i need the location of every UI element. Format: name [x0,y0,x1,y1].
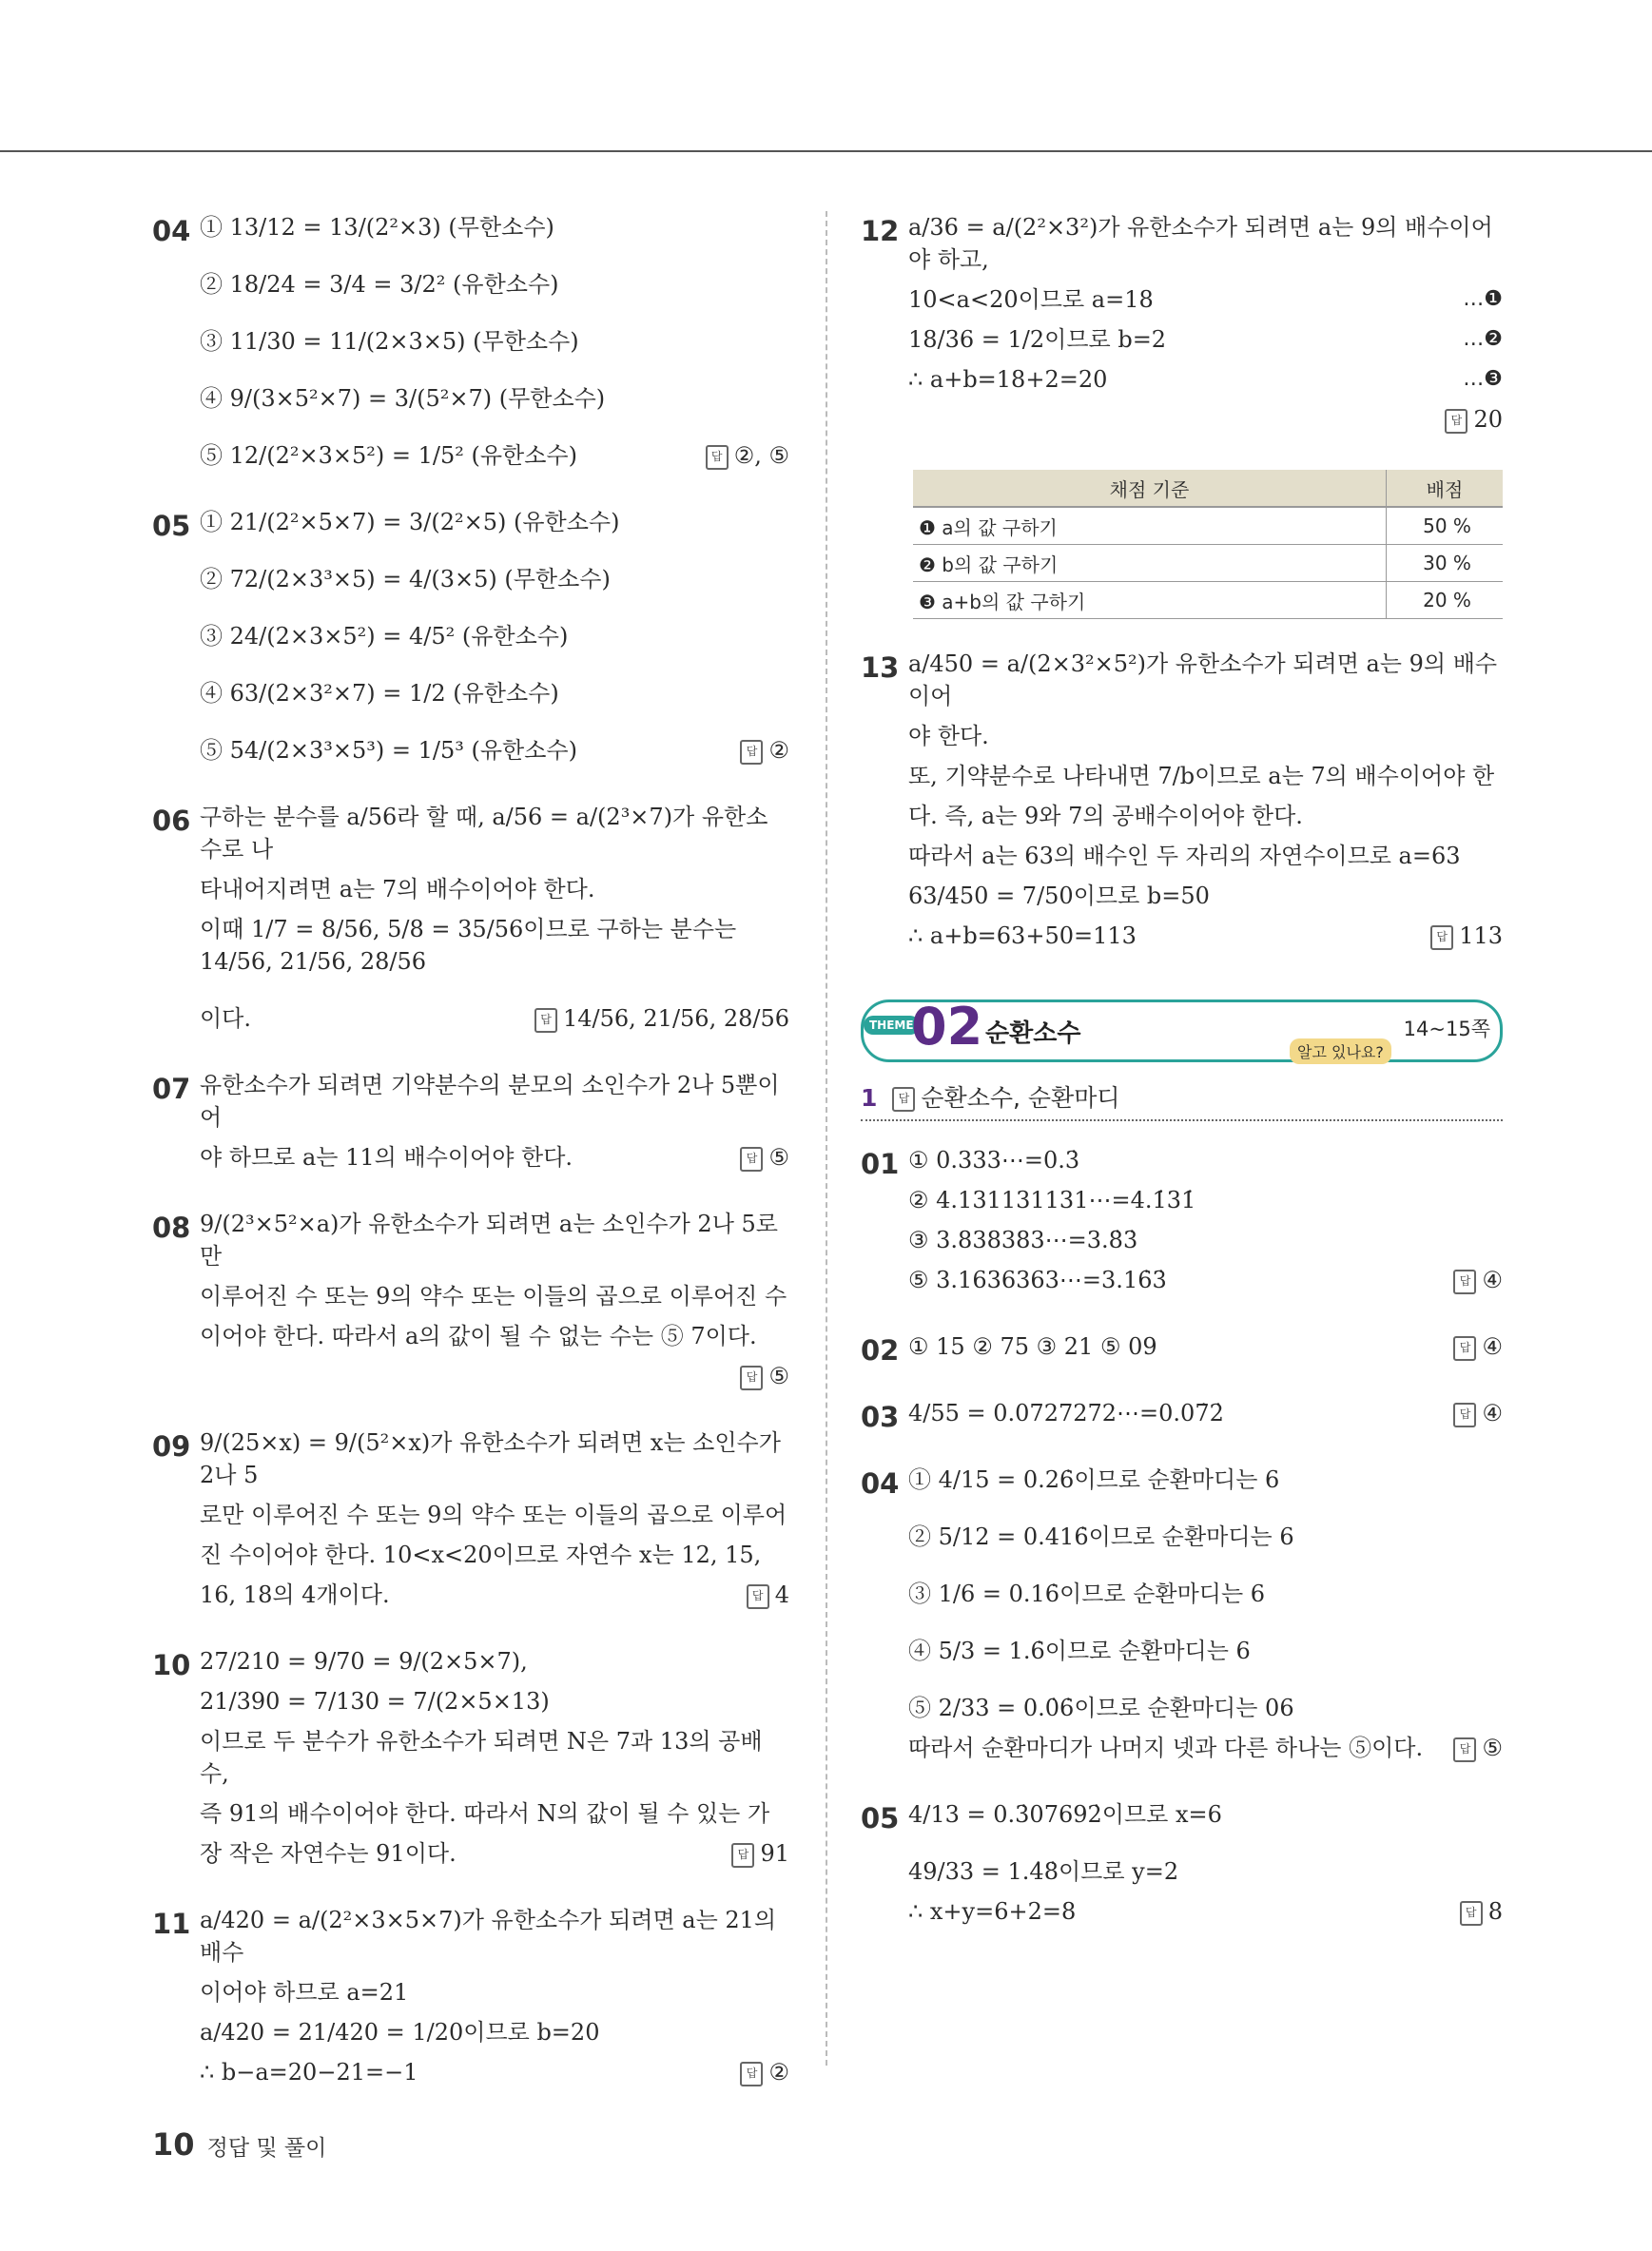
problem-number: 02 [861,1334,900,1367]
solution-text: ③ 24/(2×3×5²) = 4/5² (유한소수) [200,623,569,650]
solution-text: ③ 11/30 = 11/(2×3×5) (무한소수) [200,328,579,355]
solution-text: ③ 3.838383⋯=3.8̇3̇ [908,1227,1138,1253]
solution-line [200,506,789,538]
solution-line [200,1280,789,1312]
answer-icon: 답 [1453,1270,1476,1294]
solution-text: ① 4/15 = 0.26̇이므로 순환마디는 6 [908,1466,1280,1493]
solution-text: ① 21/(2²×5×7) = 3/(2²×5) (유한소수) [200,509,620,535]
solution-text: ② 5/12 = 0.416̇이므로 순환마디는 6 [908,1523,1294,1550]
solution-line [908,403,1503,436]
solution-line [200,1725,789,1790]
solution-text: 27/210 = 9/70 = 9/(2×5×7), [200,1648,528,1675]
solution-line [200,1426,789,1491]
solution-line [908,1184,1503,1216]
solution-text: 9/(25×x) = 9/(5²×x)가 유한소수가 되려면 x는 소인수가 2나 5 [200,1429,781,1488]
problem-body [908,211,1503,436]
solution-line [908,323,1503,356]
score-criterion: ❸ a+b의 값 구하기 [913,582,1387,619]
theme-number: 02 [911,997,983,1057]
solution-line [200,677,789,709]
solution-line [200,1797,789,1830]
answer [740,2056,789,2088]
problem-body [200,211,789,472]
solution-line [908,211,1503,276]
solution-text: 18/36 = 1/2이므로 b=2 [908,326,1167,353]
column-divider [826,211,827,2066]
answer-icon: 답 [740,1366,763,1390]
answer-icon: 답 [740,2062,763,2086]
solution-text: 유한소수가 되려면 기약분수의 분모의 소인수가 2나 5뿐이어 [200,1072,780,1131]
problem-07 [152,1069,789,1174]
problem-body [908,1464,1503,1764]
answer [740,734,789,767]
answer-icon: 답 [1430,925,1453,950]
problem-11 [152,1904,789,2088]
solution-text: 9/(2³×5²×a)가 유한소수가 되려면 a는 소인수가 2나 5로만 [200,1211,778,1270]
solution-line [908,1895,1503,1928]
solution-text: a/36 = a/(2²×3²)가 유한소수가 되려면 a는 9의 배수이어야 하고, [908,214,1493,273]
solution-line [200,1579,789,1611]
solution-line [908,1264,1503,1296]
solution-text: ② 72/(2×3³×5) = 4/(3×5) (무한소수) [200,566,611,592]
problem-body [200,1904,789,2088]
solution-line [908,920,1503,952]
answer [1445,403,1503,436]
problem-05 [152,506,789,767]
solution-line [200,801,789,865]
solution-text: ⑤ 2/33 = 0.0̇6̇이므로 순환마디는 06 [908,1695,1294,1721]
answer [706,439,789,472]
answer-value: ④ [1482,1333,1503,1360]
solution-line [200,2016,789,2048]
solution-text: 또, 기약분수로 나타내면 7/b이므로 a는 7의 배수이어야 한 [908,763,1495,789]
answer-value: ④ [1482,1400,1503,1426]
answer-icon: 답 [740,1147,763,1172]
theme-pages: 14~15쪽 [1403,1018,1490,1040]
answer [740,1360,789,1392]
solution-text: 즉 91의 배수이어야 한다. 따라서 N의 값이 될 수 있는 가 [200,1800,770,1827]
answer-value: 113 [1459,922,1503,949]
answer [1430,920,1503,952]
solution-text: ∴ x+y=6+2=8 [908,1898,1077,1925]
score-row [913,545,1503,582]
problem-number: 04 [152,215,191,247]
solution-text: 야 하므로 a는 11의 배수이어야 한다. [200,1144,573,1171]
solution-line [200,913,789,978]
solution-line [200,1904,789,1969]
answer-value: 8 [1487,1898,1503,1925]
problem-number: 11 [152,1908,191,1940]
problem-body [200,1069,789,1174]
solution-line [200,211,789,243]
solution-line [200,2056,789,2088]
footer-label: 정답 및 풀이 [206,2136,327,2161]
solution-text: 이루어진 수 또는 9의 약수 또는 이들의 곱으로 이루어진 수 [200,1283,787,1310]
answer-icon: 답 [1453,1403,1476,1427]
problem-number: 04 [861,1467,900,1500]
score-criterion: ❶ a의 값 구하기 [913,507,1387,545]
problem-body [200,801,789,1035]
problem-02 [861,1330,1503,1367]
right-column [861,211,1503,1962]
solution-line [908,880,1503,912]
answer-value: ② [768,2059,789,2086]
solution-line [200,1685,789,1717]
problem-number: 03 [861,1401,900,1433]
solution-text: a/420 = 21/420 = 1/20이므로 b=20 [200,2019,600,2046]
solution-line [908,283,1503,316]
answer-value: ② [768,737,789,764]
solution-line [908,1330,1503,1363]
solution-line [200,1539,789,1571]
solution-line [200,1208,789,1272]
solution-text: ④ 9/(3×5²×7) = 3/(5²×7) (무한소수) [200,385,606,412]
solution-text: 따라서 순환마디가 나머지 넷과 다른 하나는 ⑤이다. [908,1735,1424,1761]
problem-number: 06 [152,805,191,837]
problem-04 [861,1464,1503,1764]
solution-line [908,1692,1503,1724]
answer-icon: 답 [1453,1336,1476,1361]
problem-body [908,1330,1503,1363]
solution-line [200,1976,789,2008]
answer [1453,1397,1503,1429]
solution-text: 이다. [200,1005,251,1032]
theme-tag: THEME [864,1016,920,1035]
problem-number: 05 [861,1802,900,1834]
answer [1453,1264,1503,1296]
page-number: 10 [152,2126,195,2163]
score-points: 20 % [1387,582,1504,619]
score-criterion: ❷ b의 값 구하기 [913,545,1387,582]
problem-body [908,1144,1503,1296]
solution-line [200,1320,789,1352]
solution-line [200,1837,789,1870]
solution-line [200,1499,789,1531]
solution-text: a/450 = a/(2×3²×5²)가 유한소수가 되려면 a는 9의 배수이어 [908,650,1498,709]
solution-line [908,1635,1503,1667]
answer-icon: 답 [731,1843,754,1868]
solution-text: ① 13/12 = 13/(2²×3) (무한소수) [200,214,554,241]
page-footer [152,2126,326,2163]
problem-09 [152,1426,789,1611]
problem-body [200,1645,789,1870]
solution-line [200,563,789,595]
answer [1453,1732,1503,1764]
know-badge: 알고 있나요? [1290,1038,1391,1064]
theme-banner [861,999,1503,1062]
solution-text: 진 수이어야 한다. 10<x<20이므로 자연수 x는 12, 15, [200,1542,762,1568]
solution-text: ⑤ 3.1636363⋯=3.16̇3̇ [908,1267,1167,1293]
solution-text: 로만 이루어진 수 또는 9의 약수 또는 이들의 곱으로 이루어 [200,1502,787,1528]
solution-text: ③ 1/6 = 0.16̇이므로 순환마디는 6 [908,1581,1266,1607]
solution-line [908,1521,1503,1553]
scoring-table [913,470,1503,619]
problem-10 [152,1645,789,1870]
step-marker: …❶ [1463,287,1503,311]
step-marker: …❸ [1463,367,1503,391]
problem-12 [861,211,1503,436]
solution-text: ① 0.333⋯=0.3̇ [908,1147,1080,1174]
solution-text: 장 작은 자연수는 91이다. [200,1840,457,1867]
step-marker: …❷ [1463,327,1503,351]
answer-icon: 답 [892,1087,915,1112]
problem-number: 08 [152,1212,191,1244]
solution-line [200,1002,789,1035]
solution-text: ∴ a+b=18+2=20 [908,366,1108,393]
solution-line [908,1397,1503,1429]
answer-value: 20 [1473,406,1503,433]
answer [731,1837,789,1870]
solution-line [200,439,789,472]
problem-number: 07 [152,1073,191,1105]
solution-text: ⑤ 54/(2×3³×5³) = 1/5³ (유한소수) [200,737,577,764]
solution-text: a/420 = a/(2²×3×5×7)가 유한소수가 되려면 a는 21의 배수 [200,1907,777,1966]
answer [1460,1895,1503,1928]
answer [740,1141,789,1174]
problem-06 [152,801,789,1035]
solution-text: 타내어지려면 a는 7의 배수이어야 한다. [200,876,595,902]
score-header-criterion: 채점 기준 [913,470,1387,507]
problem-number: 01 [861,1148,900,1180]
solution-text: 63/450 = 7/50이므로 b=50 [908,883,1210,909]
answer-value: 14/56, 21/56, 28/56 [562,1005,789,1032]
answer [1453,1330,1503,1363]
solution-text: 이므로 두 분수가 유한소수가 되려면 N은 7과 13의 공배수, [200,1728,763,1787]
section-subhead [861,1079,1503,1121]
problem-body [200,1208,789,1392]
solution-line [908,760,1503,792]
solution-line [908,648,1503,712]
solution-line [908,1578,1503,1610]
answer-value: ②, ⑤ [733,442,789,469]
solution-text: 구하는 분수를 a/56라 할 때, a/56 = a/(2³×7)가 유한소수로 나 [200,804,768,863]
solution-text: ② 18/24 = 3/4 = 3/2² (유한소수) [200,271,559,298]
solution-line [200,1645,789,1678]
answer-icon: 답 [534,1008,557,1033]
top-rule [0,150,1652,152]
answer-icon: 답 [747,1584,769,1609]
solution-line [200,268,789,301]
solution-line [200,620,789,652]
solution-text: 따라서 a는 63의 배수인 두 자리의 자연수이므로 a=63 [908,843,1461,869]
solution-line [908,1144,1503,1176]
answer-value: ④ [1482,1267,1503,1293]
answer [534,1002,789,1035]
problem-body [908,1798,1503,1928]
solution-line [200,325,789,358]
problem-13 [861,648,1503,952]
solution-text: 이때 1/7 = 8/56, 5/8 = 35/56이므로 구하는 분수는 14/56, 21/56, 28/56 [200,916,737,975]
solution-line [908,720,1503,752]
solution-line [200,1069,789,1134]
solution-line [908,1855,1503,1888]
problem-08 [152,1208,789,1392]
solution-text: 21/390 = 7/130 = 7/(2×5×13) [200,1688,550,1715]
solution-text: ④ 5/3 = 1.6̇이므로 순환마디는 6 [908,1638,1251,1664]
solution-text: ∴ a+b=63+50=113 [908,922,1137,949]
solution-line [200,382,789,415]
score-points: 50 % [1387,507,1504,545]
solution-line [908,840,1503,872]
solution-line [200,1141,789,1174]
problem-04 [152,211,789,472]
answer-value: ⑤ [768,1363,789,1389]
solution-text: 이어야 하므로 a=21 [200,1979,409,2006]
solution-text: ⑤ 12/(2²×3×5²) = 1/5² (유한소수) [200,442,577,469]
solution-text: 다. 즉, a는 9와 7의 공배수이어야 한다. [908,803,1303,829]
answer-icon: 답 [1453,1737,1476,1762]
left-column [152,211,789,2123]
solution-text: 4/13 = 0.3̇07692̇이므로 x=6 [908,1801,1222,1828]
answer-icon: 답 [1445,409,1467,434]
solution-text: ② 4.131131131⋯=4.1̇31̇ [908,1187,1196,1213]
solution-text: 16, 18의 4개이다. [200,1582,390,1608]
solution-line [200,734,789,767]
solution-line [908,1224,1503,1256]
problem-number: 10 [152,1649,191,1681]
score-header-points: 배점 [1387,470,1504,507]
solution-line [908,1464,1503,1496]
problem-number: 09 [152,1430,191,1463]
solution-text: 4/55 = 0.0727272⋯=0.07̇2̇ [908,1400,1224,1426]
solution-line [200,1360,789,1392]
subhead-text: 순환소수, 순환마디 [921,1084,1120,1112]
problem-body [908,648,1503,952]
score-row [913,507,1503,545]
score-row [913,582,1503,619]
answer-value: ⑤ [768,1144,789,1171]
answer-icon: 답 [740,740,763,765]
solution-text: ∴ b−a=20−21=−1 [200,2059,418,2086]
answer-icon: 답 [1460,1901,1483,1926]
problem-number: 05 [152,510,191,542]
problem-body [200,1426,789,1611]
solution-line [908,800,1503,832]
answer-icon: 답 [706,445,729,470]
answer-value: 91 [760,1840,789,1867]
problem-01 [861,1144,1503,1296]
solution-text: 10<a<20이므로 a=18 [908,286,1154,313]
problem-body [908,1397,1503,1429]
solution-text: 이어야 한다. 따라서 a의 값이 될 수 없는 수는 ⑤ 7이다. [200,1323,757,1349]
theme-title: 순환소수 [985,1019,1081,1048]
problem-number: 12 [861,215,900,247]
problem-body [200,506,789,767]
score-points: 30 % [1387,545,1504,582]
solution-line [908,1798,1503,1831]
subhead-number: 1 [861,1084,878,1112]
answer-value: 4 [774,1582,789,1608]
solution-line [200,873,789,905]
answer-value: ⑤ [1482,1735,1503,1761]
problem-number: 13 [861,651,900,684]
answer [747,1579,789,1611]
solution-line [908,363,1503,396]
problem-03 [861,1397,1503,1433]
solution-text: ① 15 ② 75 ③ 21 ⑤ 09 [908,1333,1157,1360]
solution-text: ④ 63/(2×3²×7) = 1/2 (유한소수) [200,680,559,707]
solution-text: 49/33 = 1.4̇8̇이므로 y=2 [908,1858,1179,1885]
solution-text: 야 한다. [908,723,989,749]
solution-line [908,1732,1503,1764]
problem-05 [861,1798,1503,1928]
